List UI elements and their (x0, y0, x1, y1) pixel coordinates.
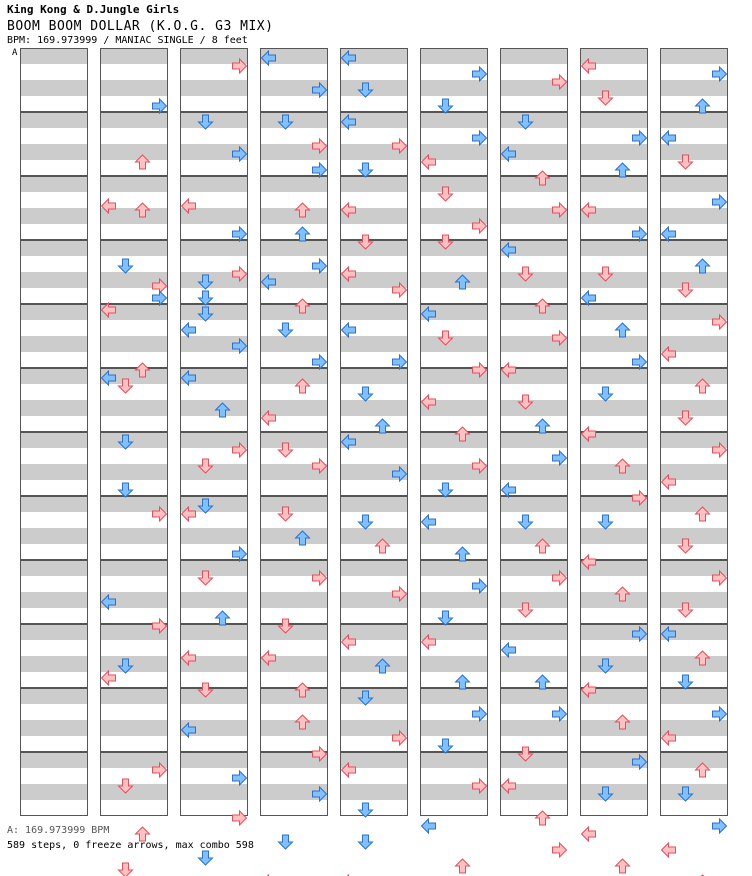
chart-column (260, 48, 328, 816)
chart-column (180, 48, 248, 816)
chart-column (500, 48, 568, 816)
down-arrow-icon (279, 835, 293, 849)
chart-column (100, 48, 168, 816)
right-arrow-icon (553, 843, 567, 857)
up-arrow-icon (616, 859, 630, 873)
bpm-marker: A (12, 48, 18, 58)
chart-column (20, 48, 88, 816)
up-arrow-icon (456, 859, 470, 873)
bpm-legend: A: 169.973999 BPM (7, 825, 110, 836)
step-stats: 589 steps, 0 freeze arrows, max combo 598 (7, 840, 254, 851)
right-arrow-icon (713, 819, 727, 833)
chart-column (660, 48, 728, 816)
down-arrow-icon (119, 863, 133, 876)
chart-info: BPM: 169.973999 / MANIAC SINGLE / 8 feet (7, 35, 248, 46)
left-arrow-icon (422, 819, 436, 833)
down-arrow-icon (199, 851, 213, 865)
down-arrow-icon (359, 835, 373, 849)
left-arrow-icon (582, 827, 596, 841)
chart-column (340, 48, 408, 816)
song-title: BOOM BOOM DOLLAR (K.O.G. G3 MIX) (7, 19, 274, 34)
artist-name: King Kong & D.Jungle Girls (7, 3, 180, 16)
up-arrow-icon (136, 827, 150, 841)
left-arrow-icon (662, 843, 676, 857)
